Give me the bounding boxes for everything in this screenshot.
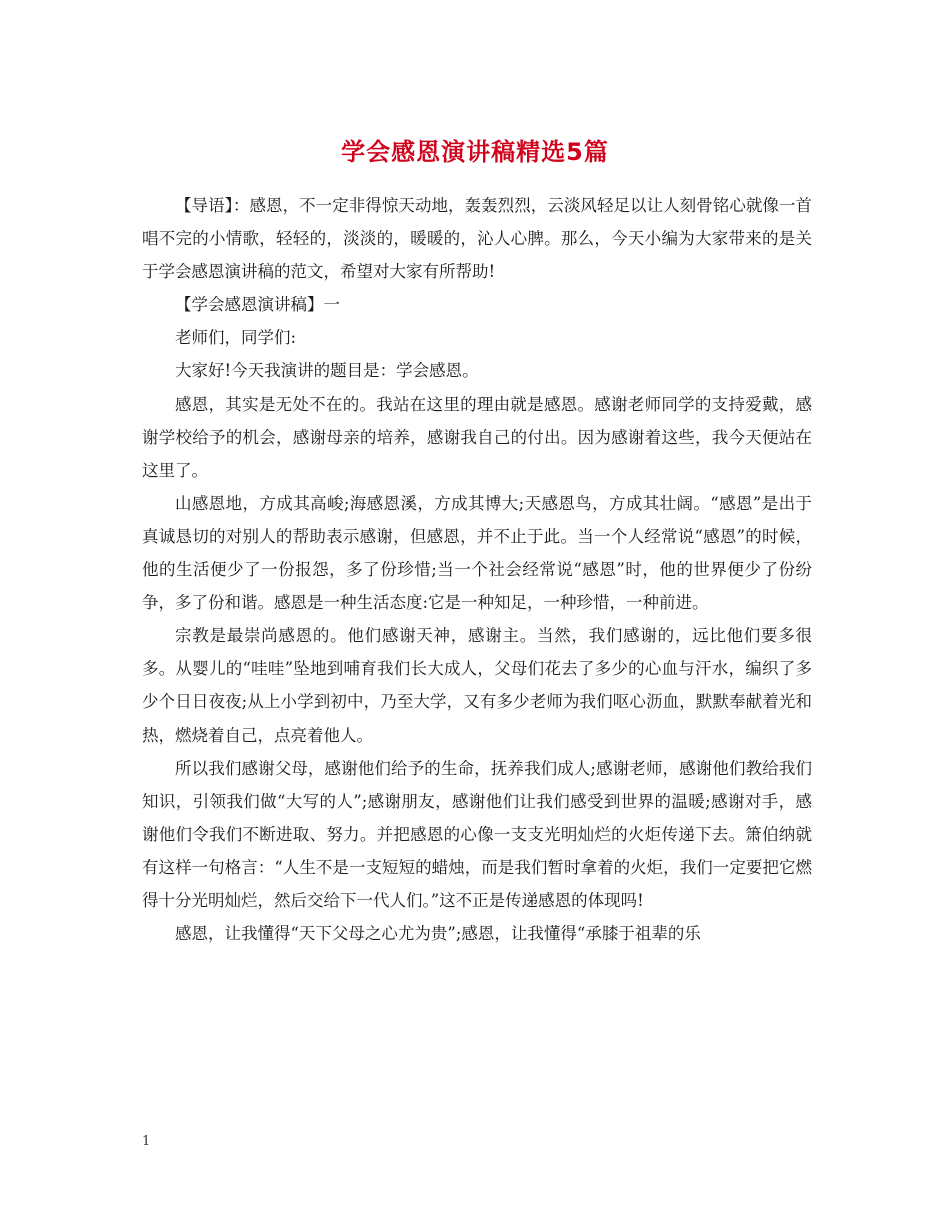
document-title: 学会感恩演讲稿精选5篇 <box>341 138 609 166</box>
paragraph-body-4: 所以我们感谢父母，感谢他们给予的生命，抚养我们成人;感谢老师，感谢他们教给我们知识，引领我们做“大写的人”;感谢朋友，感谢他们让我们感受到世界的温暖;感谢对手，感谢他们令我们不断进取、努力。并把感恩的心像一支支光明灿烂的火炬传递下去。箫伯纳就有这样一句格言：“人生不是一支短短的蜡烛，而是我们暂时拿着的火炬，我们一定要把它燃得十分光明灿烂，然后交给下一代人们。”这不正是传递感恩的体现吗! <box>142 758 812 910</box>
paragraph-body-3: 宗教是最崇尚感恩的。他们感谢天神，感谢主。当然，我们感谢的，远比他们要多很多。从婴儿的“哇哇”坠地到哺育我们长大成人，父母们花去了多少的心血与汗水，编织了多少个日日夜夜;从上小学到初中，乃至大学，又有多少老师为我们呕心沥血，默默奉献着光和热，燃烧着自己，点亮着他人。 <box>142 626 812 745</box>
paragraph-intro: 【导语】：感恩，不一定非得惊天动地，轰轰烈烈，云淡风轻足以让人刻骨铭心就像一首唱不完的小情歌，轻轻的，淡淡的，暖暖的，沁人心脾。那么，今天小编为大家带来的是关于学会感恩演讲稿的范文，希望对大家有所帮助! <box>142 196 812 282</box>
page-number: 1 <box>142 1134 151 1149</box>
paragraph-greeting: 大家好!今天我演讲的题目是：学会感恩。 <box>175 361 479 381</box>
paragraph-body-5: 感恩，让我懂得“天下父母之心尤为贵”;感恩，让我懂得“承膝于祖辈的乐 <box>175 924 701 944</box>
paragraph-salutation: 老师们，同学们: <box>175 328 297 348</box>
paragraph-body-2: 山感恩地，方成其高峻;海感恩溪，方成其博大;天感恩鸟，方成其壮阔。“感恩”是出于真诚恳切的对别人的帮助表示感谢，但感恩，并不止于此。当一个人经常说“感恩”的时候，他的生活便少了一份报怨，多了份珍惜;当一个社会经常说“感恩”时，他的世界便少了份纷争，多了份和谐。感恩是一种生活态度:它是一种知足，一种珍惜，一种前进。 <box>142 493 812 613</box>
paragraph-section-heading: 【学会感恩演讲稿】一 <box>175 295 340 315</box>
paragraph-body-1: 感恩，其实是无处不在的。我站在这里的理由就是感恩。感谢老师同学的支持爱戴，感谢学校给予的机会，感谢母亲的培养，感谢我自己的付出。因为感谢着这些，我今天便站在这里了。 <box>142 394 812 480</box>
document-body <box>142 189 812 950</box>
